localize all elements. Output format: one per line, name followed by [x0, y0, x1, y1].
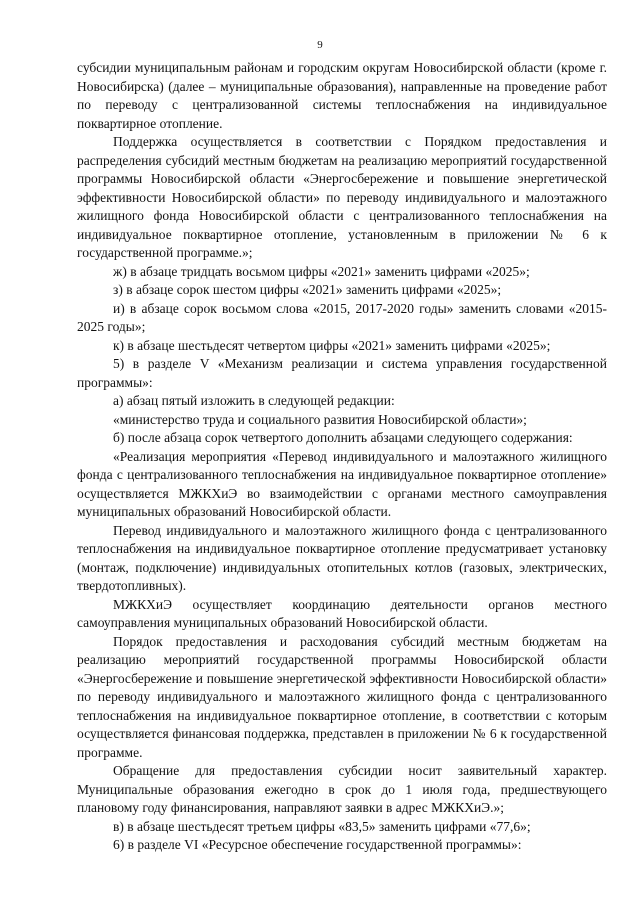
paragraph: Поддержка осуществляется в соответствии с Порядком предоставления и распределения субсидий местным бюджетам на реализацию мероприятий государственной программы Новосибирской области «Энергосбережение и повышение энергетической эффективности Новосибирской области» по переводу индивидуального и малоэтажного жилищного фонда Новосибирской области с централизованного теплоснабжения на индивидуальное поквартирное отопление, установленным в приложении № 6 к государственной программе.»; — [77, 134, 607, 260]
paragraph: б) после абзаца сорок четвертого дополнить абзацами следующего содержания: — [113, 430, 573, 445]
paragraph: Обращение для предоставления субсидии носит заявительный характер. Муниципальные образования ежегодно в срок до 1 июля года, предшествующего плановому году финансирования, направляют заявки в адрес МЖКХиЭ.»; — [77, 763, 607, 815]
paragraph: «Реализация мероприятия «Перевод индивидуального и малоэтажного жилищного фонда с централизованного теплоснабжения на индивидуальное поквартирное отопление» осуществляется МЖКХиЭ во взаимодействии с органами местного самоуправления муниципальных образований Новосибирской области. — [77, 448, 607, 519]
paragraph: Порядок предоставления и расходования субсидий местным бюджетам на реализацию мероприятий государственной программы Новосибирской области «Энергосбережение и повышение энергетической эффективности Новосибирской области» по переводу индивидуального и малоэтажного жилищного фонда с централизованного теплоснабжения на индивидуальное поквартирное отопление, в соответствии с которым осуществляется финансовая поддержка, представлен в приложении № 6 к государственной программе. — [77, 633, 607, 760]
page-number: 9 — [317, 39, 323, 51]
paragraph: «министерство труда и социального развития Новосибирской области»; — [113, 411, 527, 427]
paragraph: в) в абзаце шестьдесят третьем цифры «83,5» заменить цифрами «77,6»; — [113, 818, 531, 834]
document-body — [77, 59, 607, 855]
paragraph: ж) в абзаце тридцать восьмом цифры «2021» заменить цифрами «2025»; — [113, 263, 530, 279]
paragraph: з) в абзаце сорок шестом цифры «2021» заменить цифрами «2025»; — [113, 282, 502, 297]
paragraph: и) в абзаце сорок восьмом слова «2015, 2017-2020 годы» заменить словами «2015-2025 годы»; — [77, 300, 607, 334]
paragraph: Перевод индивидуального и малоэтажного жилищного фонда с централизованного теплоснабжения на индивидуальное поквартирное отопление предусматривает установку (монтаж, подключение) индивидуальных отопительных котлов (газовых, электрических, твердотопливных). — [77, 522, 607, 593]
paragraph: 6) в разделе VI «Ресурсное обеспечение государственной программы»: — [113, 837, 522, 852]
paragraph: 5) в разделе V «Механизм реализации и система управления государственной программы»: — [77, 356, 607, 390]
paragraph: субсидии муниципальным районам и городским округам Новосибирской области (кроме г. Новосибирска) (далее – муниципальные образования), направленные на проведение работ по переводу с централизованной системы теплоснабжения на индивидуальное поквартирное отопление. — [77, 60, 607, 131]
paragraph: МЖКХиЭ осуществляет координацию деятельности органов местного самоуправления муниципальных образований Новосибирской области. — [77, 596, 607, 630]
paragraph: а) абзац пятый изложить в следующей редакции: — [113, 393, 395, 408]
paragraph: к) в абзаце шестьдесят четвертом цифры «2021» заменить цифрами «2025»; — [113, 337, 551, 353]
